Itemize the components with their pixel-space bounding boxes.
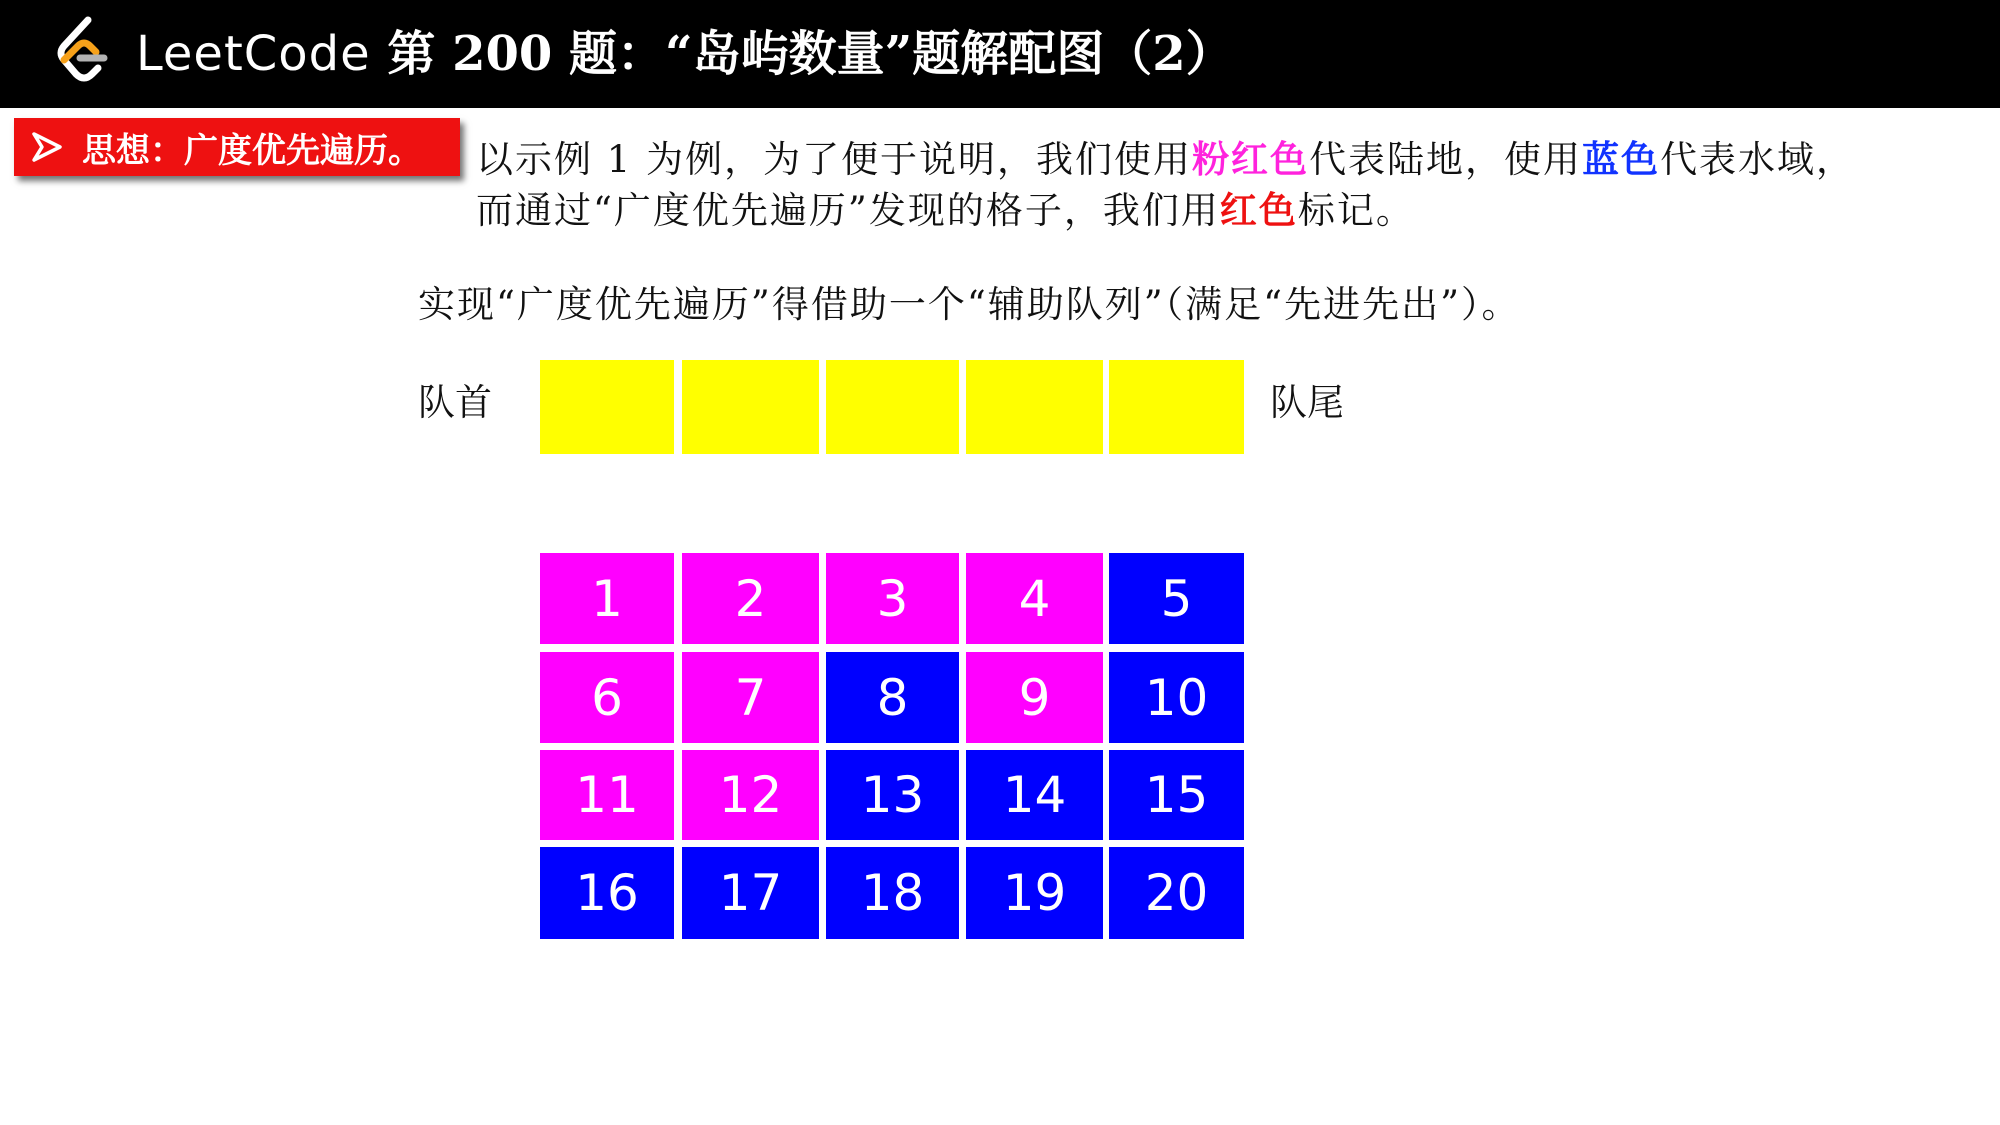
water-cell: 14	[966, 750, 1103, 840]
page-title	[136, 22, 1234, 86]
brand-name: LeetCode	[136, 26, 371, 82]
land-cell: 3	[826, 553, 959, 644]
idea-text: 思想：广度优先遍历。	[82, 130, 422, 171]
queue-note: 实现“广度优先遍历”得借助一个“辅助队列”（满足“先进先出”）。	[418, 283, 1521, 326]
queue-slot	[826, 360, 959, 454]
text-segment: 以示例 1 为例，为了便于说明，我们使用	[476, 138, 1193, 181]
marked-color-word: 红色	[1219, 188, 1298, 232]
water-cell: 5	[1109, 553, 1244, 644]
land-cell: 6	[540, 652, 674, 743]
water-cell: 8	[826, 652, 959, 743]
queue-slot	[966, 360, 1103, 454]
land-cell: 11	[540, 750, 674, 840]
queue-slot	[1109, 360, 1244, 454]
leetcode-logo-icon	[54, 16, 114, 88]
water-cell: 10	[1109, 652, 1244, 743]
land-cell: 9	[966, 652, 1103, 743]
water-cell: 20	[1109, 847, 1244, 939]
title-bar	[0, 0, 2000, 108]
text-segment: 代表陆地，使用	[1309, 138, 1583, 181]
land-cell: 12	[682, 750, 819, 840]
text-segment: 代表水域，	[1660, 138, 1856, 181]
land-color-word: 粉红色	[1192, 137, 1310, 181]
queue-slot	[682, 360, 819, 454]
land-cell: 2	[682, 553, 819, 644]
queue-slot	[540, 360, 674, 454]
arrow-right-icon	[30, 130, 64, 164]
water-cell: 18	[826, 847, 959, 939]
queue-tail-label: 队尾	[1270, 381, 1344, 424]
water-cell: 19	[966, 847, 1103, 939]
water-cell: 16	[540, 847, 674, 939]
idea-badge	[14, 118, 460, 176]
description	[476, 134, 1855, 236]
queue-head-label: 队首	[418, 381, 492, 424]
problem-title: 第 200 题：“岛屿数量”题解配图（2）	[370, 26, 1234, 82]
description-line-1	[476, 134, 1855, 185]
island-grid	[540, 553, 1244, 939]
auxiliary-queue	[540, 360, 1244, 454]
description-line-2	[476, 185, 1855, 236]
water-color-word: 蓝色	[1582, 137, 1661, 181]
text-segment: 标记。	[1297, 189, 1415, 232]
land-cell: 4	[966, 553, 1103, 644]
land-cell: 7	[682, 652, 819, 743]
water-cell: 13	[826, 750, 959, 840]
text-segment: 而通过“广度优先遍历”发现的格子，我们用	[476, 189, 1220, 232]
water-cell: 17	[682, 847, 819, 939]
land-cell: 1	[540, 553, 674, 644]
water-cell: 15	[1109, 750, 1244, 840]
